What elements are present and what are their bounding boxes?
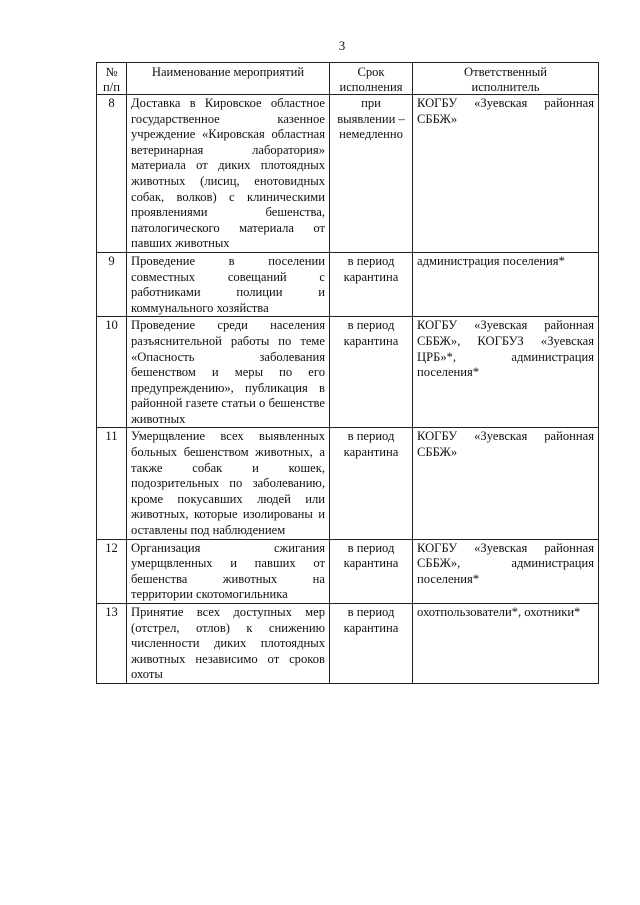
measure-name: Проведение среди населения разъяснительной работы по теме «Опасность заболевания бешенством и меры по его предупреждению», публикация в районной газете статьи о бешенстве животных	[127, 317, 330, 428]
responsible: КОГБУ «Зуевская районная СББЖ», администрация поселения*	[413, 539, 599, 603]
table-header-row	[97, 63, 599, 95]
term: в период карантина	[330, 604, 413, 684]
measure-name: Умерщвление всех выявленных больных бешенством животных, а также собак и кошек, подозрительных по заболеванию, кроме покусавших людей или животных, которые изолированы и оставлены под наблюдением	[127, 428, 330, 539]
measures-table	[96, 62, 599, 684]
term: в период карантина	[330, 317, 413, 428]
responsible: КОГБУ «Зуевская районная СББЖ»	[413, 428, 599, 539]
term: в период карантина	[330, 539, 413, 603]
row-number: 10	[97, 317, 127, 428]
responsible: КОГБУ «Зуевская районная СББЖ», КОГБУЗ «Зуевская ЦРБ»*, администрация поселения*	[413, 317, 599, 428]
header-number-line1: №	[105, 65, 118, 79]
term: при выявлении – немедленно	[330, 95, 413, 253]
table-row	[97, 252, 599, 316]
page-number: 3	[338, 38, 346, 53]
row-number: 12	[97, 539, 127, 603]
responsible: администрация поселения*	[413, 252, 599, 316]
measure-name: Доставка в Кировское областное государственное казенное учреждение «Кировская областная ветеринарная лаборатория» материала от диких плотоядных животных (лисиц, енотовидных собак, волков) с клиническими проявлениями бешенства, патологического материала от павших животных	[127, 95, 330, 253]
responsible: КОГБУ «Зуевская районная СББЖ»	[413, 95, 599, 253]
row-number: 13	[97, 604, 127, 684]
row-number: 8	[97, 95, 127, 253]
header-responsible-line1: Ответственный	[464, 65, 547, 79]
term: в период карантина	[330, 252, 413, 316]
table-row	[97, 428, 599, 539]
header-term-line2: исполнения	[339, 79, 403, 94]
measure-name: Проведение в поселении совместных совещаний с работниками полиции и коммунального хозяйства	[127, 252, 330, 316]
row-number: 11	[97, 428, 127, 539]
measure-name: Принятие всех доступных мер (отстрел, отлов) к снижению численности диких плотоядных животных независимо от сроков охоты	[127, 604, 330, 684]
header-term-line1: Срок	[357, 65, 385, 79]
header-term	[330, 63, 413, 95]
header-responsible	[413, 63, 599, 95]
table-row	[97, 95, 599, 253]
header-responsible-line2: исполнитель	[471, 79, 540, 94]
header-number	[97, 63, 127, 95]
table-row	[97, 539, 599, 603]
row-number: 9	[97, 252, 127, 316]
table-row	[97, 604, 599, 684]
header-number-line2: п/п	[103, 79, 120, 94]
responsible: охотпользователи*, охотники*	[413, 604, 599, 684]
table-row	[97, 317, 599, 428]
term: в период карантина	[330, 428, 413, 539]
measure-name: Организация сжигания умерщвленных и павших от бешенства животных на территории скотомогильника	[127, 539, 330, 603]
header-name: Наименование мероприятий	[127, 63, 330, 95]
